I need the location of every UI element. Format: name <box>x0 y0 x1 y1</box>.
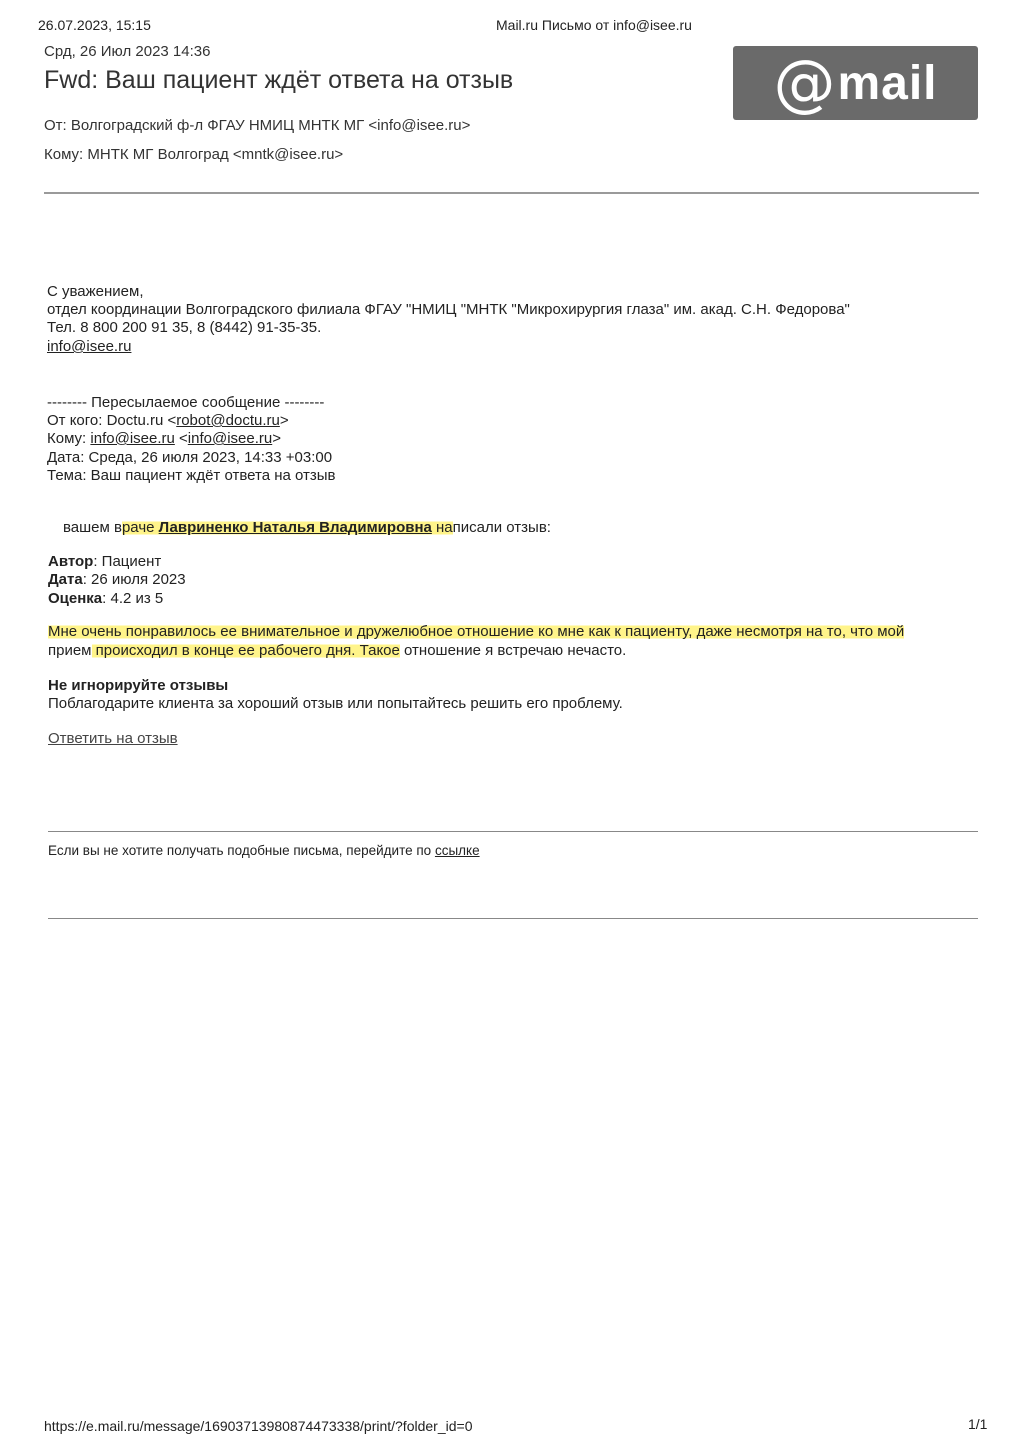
notice-title: Не игнорируйте отзывы <box>48 677 229 694</box>
signature-department: отдел координации Волгоградского филиала ФГАУ "НМИЦ "МНТК "Микрохирургия глаза" им. акад. С.Н. Федорова" <box>47 301 850 318</box>
review-intro <box>63 519 551 536</box>
review-date-value: : 26 июля 2023 <box>82 571 186 588</box>
unsubscribe-text: Если вы не хотите получать подобные письма, перейдите по <box>48 843 435 858</box>
mail-logo-word: mail <box>837 56 938 110</box>
review-rating <box>48 590 163 607</box>
forwarded-from-email-link[interactable]: robot@doctu.ru <box>176 412 280 429</box>
forwarded-to <box>47 430 281 447</box>
review-intro-after: писали отзыв: <box>452 519 551 536</box>
print-page-title: Mail.ru Письмо от info@isee.ru <box>496 17 692 33</box>
header-divider <box>44 192 979 194</box>
review-author-value: : Пациент <box>93 553 162 570</box>
review-text-line-2-end: отношение я встречаю нечасто. <box>399 642 627 659</box>
review-intro-before: вашем в <box>63 519 122 536</box>
forwarded-from <box>47 412 289 429</box>
review-rating-value: : 4.2 из 5 <box>102 590 164 607</box>
footer-divider-top <box>48 831 978 832</box>
print-page-number: 1/1 <box>968 1416 988 1432</box>
review-author-label: Автор <box>48 553 94 570</box>
review-intro-highlight-2: на <box>431 519 453 536</box>
signature-phones: Тел. 8 800 200 91 35, 8 (8442) 91-35-35. <box>47 319 322 336</box>
forwarded-to-suffix: > <box>272 430 281 447</box>
forwarded-date: Дата: Среда, 26 июля 2023, 14:33 +03:00 <box>47 449 333 466</box>
print-url: https://e.mail.ru/message/16903713980874473338/print/?folder_id=0 <box>44 1418 473 1434</box>
forwarded-separator: -------- Пересылаемое сообщение -------- <box>47 394 325 411</box>
review-text-line-2-highlight: происходил в конце ее рабочего дня. Такое <box>91 642 400 659</box>
review-text-line-1-text: Мне очень понравилось ее внимательное и дружелюбное отношение ко мне как к пациенту, даже несмотря на то, что мой <box>48 623 905 640</box>
forwarded-from-prefix: От кого: Doctu.ru < <box>47 412 177 429</box>
message-subject: Fwd: Ваш пациент ждёт ответа на отзыв <box>44 66 514 94</box>
reply-to-review-link[interactable]: Ответить на отзыв <box>48 730 178 747</box>
forwarded-to-prefix: Кому: <box>47 430 91 447</box>
mail-logo <box>733 46 978 120</box>
unsubscribe-line <box>48 843 480 858</box>
review-rating-label: Оценка <box>48 590 103 607</box>
signature-email-link[interactable]: info@isee.ru <box>47 338 132 355</box>
review-text-line-2 <box>48 642 626 659</box>
forwarded-to-email-link-2[interactable]: info@isee.ru <box>187 430 273 447</box>
print-datetime: 26.07.2023, 15:15 <box>38 17 151 33</box>
forwarded-subject: Тема: Ваш пациент ждёт ответа на отзыв <box>47 467 336 484</box>
message-from: От: Волгоградский ф-л ФГАУ НМИЦ МНТК МГ <info@isee.ru> <box>44 117 471 134</box>
review-text-line-1 <box>48 623 904 640</box>
unsubscribe-link[interactable]: ссылке <box>434 843 480 858</box>
forwarded-to-mid: < <box>174 430 188 447</box>
review-text-line-2-start: прием <box>48 642 92 659</box>
footer-divider-bottom <box>48 918 978 919</box>
signature-greeting: С уважением, <box>47 283 144 300</box>
forwarded-to-email-link-1[interactable]: info@isee.ru <box>90 430 175 447</box>
review-intro-highlight-1: раче <box>121 519 159 536</box>
message-to: Кому: МНТК МГ Волгоград <mntk@isee.ru> <box>44 146 344 163</box>
at-sign-icon: @ <box>773 46 836 119</box>
message-date: Срд, 26 Июл 2023 14:36 <box>44 43 211 60</box>
forwarded-from-suffix: > <box>279 412 289 429</box>
doctor-name-link[interactable]: Лавриненко Наталья Владимировна <box>158 519 432 536</box>
review-date-label: Дата <box>48 571 83 588</box>
review-author <box>48 553 161 570</box>
notice-text: Поблагодарите клиента за хороший отзыв или попытайтесь решить его проблему. <box>48 695 623 712</box>
review-date <box>48 571 186 588</box>
